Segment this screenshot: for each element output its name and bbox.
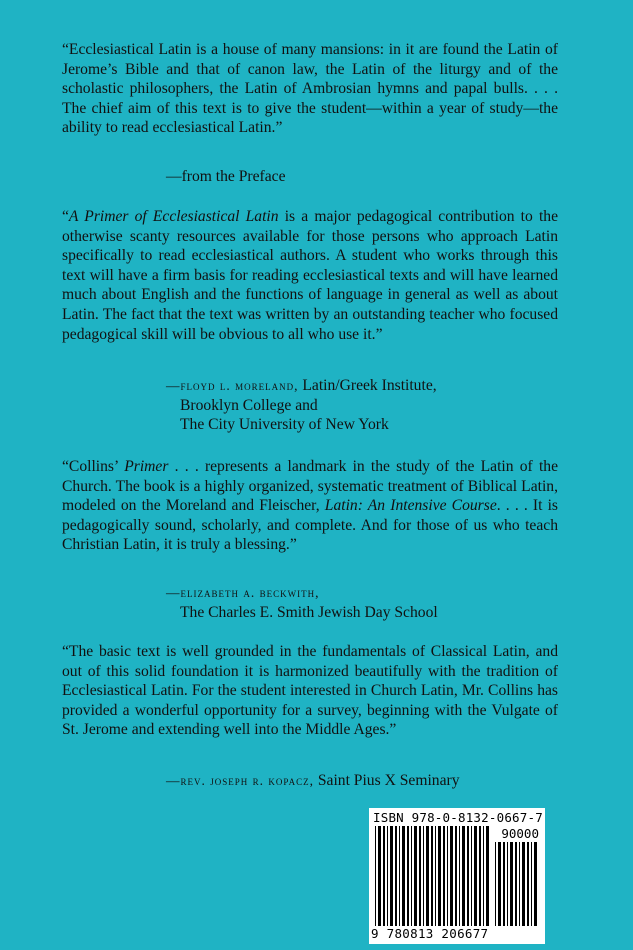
barcode-bar: [515, 842, 517, 926]
barcode-bar: [534, 842, 537, 926]
price-barcode-bars: [495, 842, 539, 926]
barcode-bar: [527, 842, 529, 926]
barcode-bar: [519, 842, 520, 926]
barcode-bar: [459, 826, 460, 926]
quote-part: “Collins’: [62, 458, 125, 475]
barcode-bar: [443, 826, 445, 926]
kopacz-quote: [62, 642, 558, 740]
barcode-bar: [378, 826, 381, 926]
barcode-bar: [450, 826, 453, 926]
price-code: 90000: [501, 826, 539, 841]
barcode-bar: [414, 826, 417, 926]
barcode-bar: [495, 842, 496, 926]
attribution-line-2: Brooklyn College and: [180, 396, 318, 414]
barcode-bar: [375, 826, 376, 926]
barcode-bar: [474, 826, 477, 926]
barcode-bar: [431, 826, 433, 926]
beckwith-quote: [62, 457, 558, 555]
barcode-bar: [411, 826, 412, 926]
preface-quote: [62, 40, 558, 138]
barcode-bar: [423, 826, 424, 926]
primer-italic: Primer: [124, 458, 169, 475]
book-title-italic: A Primer of Ecclesiastical Latin: [68, 208, 279, 225]
attribution-source: —from the Preface: [166, 168, 286, 185]
barcode-bar: [522, 842, 525, 926]
barcode-bar: [447, 826, 448, 926]
preface-quote-text: “Ecclesiastical Latin is a house of many mansions: in it are found the Latin of Jerome’s Bible and that of canon law, the Latin of the liturgy and of the scholastic philosophers, the Latin of Ambrosian hymns and papal bulls. . . . The chief aim of this text is to give the student—within a year of study—the ability to read ecclesiastical Latin.”: [62, 41, 558, 137]
barcode-bar: [467, 826, 469, 926]
attribution-affiliation: Saint Pius X Seminary: [313, 772, 460, 789]
barcode-bar: [383, 826, 385, 926]
moreland-quote: “A Primer of Ecclesiastical Latin is a major pedagogical contribution to the otherwise scanty resources available for those persons who approach Latin specifically to read ecclesiastical authors. A student who works through this text will have a firm basis for reading ecclesiastical texts and will have learned much about English and the functions of language in general as well as about Latin. The fact that the text was written by an outstanding teacher who focused pedagogical skill will be obvious to all who use it.”: [62, 208, 558, 343]
isbn-label: ISBN 978-0-8132-0667-7: [373, 810, 543, 825]
beckwith-attribution: [166, 583, 438, 622]
barcode-bar: [471, 826, 472, 926]
moreland-attribution: [166, 376, 437, 435]
isbn-barcode: [369, 808, 545, 944]
moreland-quote-text: is a major pedagogical contribution to the otherwise scanty resources available for those persons who approach Latin specifically to read ecclesiastical authors. A student who works through this text will have a firm basis for reading ecclesiastical texts and will have learned much about English and the functions of language in general as well as about Latin. The fact that the text was written by an outstanding teacher who focused pedagogical skill will be obvious to all who use it.”: [62, 208, 558, 343]
attribution-line-2: The Charles E. Smith Jewish Day School: [180, 603, 438, 621]
preface-attribution: [166, 167, 286, 187]
attribution-line-3: The City University of New York: [180, 416, 389, 434]
barcode-bar: [510, 842, 513, 926]
barcode-bar: [503, 842, 505, 926]
barcode-bar: [435, 826, 436, 926]
attribution-name: —rev. joseph r. kopacz,: [166, 773, 314, 788]
quote-part: . . . represents a landmark in the study of the Latin of the Church. The book is a highly organized, systematic treatment of Biblical Latin, modeled on the Moreland and Fleischer,: [62, 458, 558, 515]
barcode-bar: [486, 826, 489, 926]
ean-barcode-bars: [375, 826, 491, 926]
barcode-bar: [479, 826, 481, 926]
barcode-bar: [438, 826, 441, 926]
quote-part: . . . . It is pedagogically sound, scholarly, and complete. And for those of us who teach Christian Latin, it is truly a blessing.”: [62, 497, 559, 554]
barcode-bar: [399, 826, 400, 926]
barcode-bar: [419, 826, 421, 926]
attribution-name: —elizabeth a. beckwith,: [166, 585, 320, 600]
barcode-bar: [395, 826, 397, 926]
barcode-bar: [455, 826, 457, 926]
attribution-affiliation: Latin/Greek Institute,: [298, 377, 437, 394]
barcode-bar: [483, 826, 484, 926]
barcode-bar: [507, 842, 508, 926]
barcode-bar: [387, 826, 388, 926]
barcode-bar: [462, 826, 465, 926]
ean-digits: 9 780813 206677: [371, 926, 489, 941]
kopacz-attribution: [166, 771, 460, 791]
course-title-italic: Latin: An Intensive Course: [324, 497, 497, 515]
barcode-bar: [498, 842, 501, 926]
barcode-bar: [426, 826, 429, 926]
barcode-bar: [531, 842, 532, 926]
kopacz-quote-text: “The basic text is well grounded in the fundamentals of Classical Latin, and out of this solid foundation it is harmonized beautifully with the tradition of Ecclesiastical Latin. For the student interested in Church Latin, Mr. Collins has provided a wonderful opportunity for a survey, beginning with the Vulgate of St. Jerome and extending well into the Middle Ages.”: [62, 643, 558, 739]
barcode-bar: [390, 826, 393, 926]
attribution-name: —floyd l. moreland,: [166, 378, 299, 393]
barcode-bar: [402, 826, 405, 926]
barcode-bar: [407, 826, 409, 926]
